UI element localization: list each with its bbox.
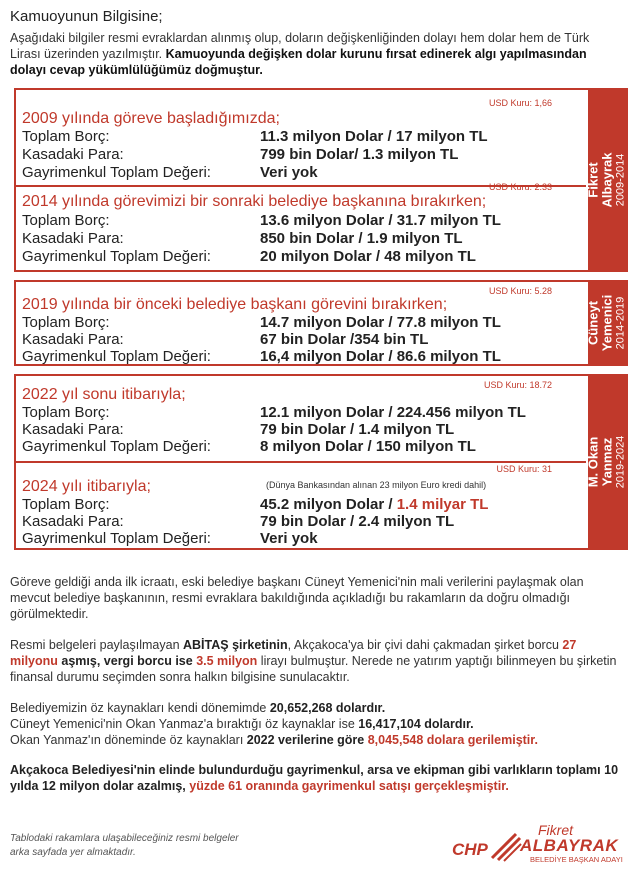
p3-line-1	[10, 700, 620, 716]
realestate-row	[22, 438, 476, 455]
realestate-value: 8 milyon Dolar / 150 milyon TL	[260, 438, 476, 455]
usd-rate: USD Kuru: 5.28	[488, 286, 552, 296]
debt-row	[22, 496, 489, 513]
cash-value: 79 bin Dolar / 1.4 milyon TL	[260, 421, 455, 438]
section-heading: 2024 yılı itibarıyla;	[22, 478, 151, 495]
debt-value: 12.1 milyon Dolar / 224.456 milyon TL	[260, 404, 526, 421]
p3-l3-value: 8,045,548 dolara gerilemiştir.	[367, 733, 538, 747]
section-2024	[22, 462, 552, 550]
cash-label: Kasadaki Para:	[22, 146, 124, 163]
debt-label: Toplam Borç:	[22, 496, 110, 513]
debt-label: Toplam Borç:	[22, 404, 110, 421]
debt-value-tl: 1.4 milyar TL	[396, 496, 489, 513]
mayor-last-name: Yanmaz	[599, 437, 615, 487]
p2-company: ABİTAŞ şirketinin	[183, 638, 288, 652]
debt-label: Toplam Borç:	[22, 212, 110, 229]
cash-label: Kasadaki Para:	[22, 331, 124, 348]
cash-row	[22, 230, 463, 247]
debt-value: 11.3 milyon Dolar / 17 milyon TL	[260, 128, 488, 145]
cash-row	[22, 421, 455, 438]
p2-c: , Akçakoca'ya bir çivi dahi çakmadan şirket borcu	[287, 638, 563, 652]
intro-plain: Aşağıdaki bilgiler resmi evraklardan alınmış olup, doların değişkenliğinden dolayı hem dolar hem de Türk Lirası üzerinden yazılmıştır.	[10, 31, 590, 61]
debt-label: Toplam Borç:	[22, 128, 110, 145]
logo-surname: ALBAYRAK	[520, 836, 619, 855]
cash-row	[22, 146, 459, 163]
realestate-label: Gayrimenkul Toplam Değeri:	[22, 248, 211, 265]
p3-l3-text: Okan Yanmaz'ın döneminde öz kaynakları	[10, 733, 247, 747]
page-title: Kamuoyunun Bilgisine;	[10, 8, 163, 25]
usd-rate: USD Kuru: 1,66	[488, 98, 552, 108]
debt-row	[22, 212, 501, 229]
realestate-value: Veri yok	[260, 530, 318, 547]
cash-row	[22, 331, 429, 348]
party-logo: CHP	[452, 840, 488, 859]
debt-value	[260, 496, 488, 513]
p3-l2-value: 16,417,104 dolardır.	[358, 717, 474, 731]
cash-row	[22, 513, 455, 530]
debt-label: Toplam Borç:	[22, 314, 110, 331]
realestate-label: Gayrimenkul Toplam Değeri:	[22, 348, 211, 365]
p2-e: aşmış, vergi borcu ise	[57, 654, 197, 668]
realestate-value: 20 milyon Dolar / 48 milyon TL	[260, 248, 476, 265]
p2-g: lirayı bulmuştur. Nerede ne yatırım yaptığı bilinmeyen bu şirketin finansal durumu seçimden sonra halkın bilgisine sunulacaktır.	[10, 654, 617, 684]
cash-value: 79 bin Dolar / 2.4 milyon TL	[260, 513, 455, 530]
section-heading: 2009 yılında göreve başladığımızda;	[22, 110, 280, 127]
cash-label: Kasadaki Para:	[22, 513, 124, 530]
realestate-label: Gayrimenkul Toplam Değeri:	[22, 164, 211, 181]
realestate-value: Veri yok	[260, 164, 318, 181]
usd-rate: USD Kuru: 18.72	[483, 380, 552, 390]
cash-label: Kasadaki Para:	[22, 230, 124, 247]
paragraph-1: Göreve geldiği anda ilk icraatı, eski belediye başkanı Cüneyt Yemenici'nin mali verilerini paylaşmak olan mevcut belediye başkanının, resmi evraklara bakıldığında açıkladığı bu rakamların da doğru olmadığı görülmektedir.	[10, 575, 584, 621]
realestate-row	[22, 530, 318, 547]
realestate-label: Gayrimenkul Toplam Değeri:	[22, 530, 211, 547]
mayor-first-name: M. Okan	[585, 436, 601, 488]
intro-text	[10, 30, 610, 78]
usd-rate: USD Kuru: 2.33	[488, 182, 552, 192]
debt-row	[22, 128, 488, 145]
credit-note: (Dünya Bankasından alınan 23 milyon Euro kredi dahil)	[266, 480, 487, 490]
p3-l2-text: Cüneyt Yemenici'nin Okan Yanmaz'a bıraktığı öz kaynaklar ise	[10, 717, 359, 731]
term-block-albayrak	[14, 88, 628, 272]
intro-bold: Kamuoyunda değişken dolar kurunu fırsat edinerek algı yapılmasından dolayı cevap yükümlülüğümüz doğmuştur.	[10, 47, 587, 77]
p3-l3-basis: 2022 verilerine göre	[246, 733, 368, 747]
mayor-sidebar	[585, 90, 627, 270]
p3-l1-text: Belediyemizin öz kaynakları kendi dönemimde	[10, 701, 270, 715]
debt-value: 13.6 milyon Dolar / 31.7 milyon TL	[260, 212, 501, 229]
term-years: 2019-2024	[614, 435, 627, 489]
section-2022	[22, 376, 552, 460]
section-2009	[22, 90, 552, 180]
footer-line-1: Tablodaki rakamlara ulaşabileceğiniz resmi belgeler	[10, 833, 239, 844]
term-years: 2009-2014	[614, 153, 627, 207]
p2-a: Resmi belgeleri paylaşılmayan	[10, 638, 183, 652]
debt-row	[22, 404, 526, 421]
section-heading: 2022 yıl sonu itibarıyla;	[22, 386, 186, 403]
logo-subtitle: BELEDİYE BAŞKAN ADAYI	[530, 855, 623, 864]
realestate-value: 16,4 milyon Dolar / 86.6 milyon TL	[260, 348, 501, 365]
section-2019	[22, 282, 552, 366]
realestate-row	[22, 164, 318, 181]
cash-value: 799 bin Dolar/ 1.3 milyon TL	[260, 146, 459, 163]
usd-rate: USD Kuru: 31	[496, 464, 552, 474]
debt-row	[22, 314, 501, 331]
party-stripes-icon	[490, 830, 522, 862]
paragraph-4	[10, 762, 620, 794]
mayor-last-name: Yemenici	[599, 294, 615, 352]
mayor-first-name: Cüneyt	[585, 300, 601, 346]
p3-line-2	[10, 716, 620, 732]
p4-b: yüzde 61 oranında gayrimenkul satışı gerçekleşmiştir.	[189, 779, 509, 793]
cash-value: 850 bin Dolar / 1.9 milyon TL	[260, 230, 463, 247]
mayor-sidebar	[585, 282, 627, 364]
debt-value-usd: 45.2 milyon Dolar /	[260, 496, 393, 513]
realestate-label: Gayrimenkul Toplam Değeri:	[22, 438, 211, 455]
p2-debt: 27 milyonu	[10, 638, 577, 668]
term-block-yemenici	[14, 280, 628, 366]
mayor-last-name: Albayrak	[599, 152, 615, 208]
paragraph-3	[10, 700, 620, 748]
candidate-logo	[452, 822, 634, 866]
cash-label: Kasadaki Para:	[22, 421, 124, 438]
mayor-first-name: Fikret	[585, 162, 601, 198]
p2-tax: 3.5 milyon	[196, 654, 258, 668]
cash-value: 67 bin Dolar /354 bin TL	[260, 331, 429, 348]
debt-value: 14.7 milyon Dolar / 77.8 milyon TL	[260, 314, 501, 331]
term-block-yanmaz	[14, 374, 628, 550]
p3-l1-value: 20,652,268 dolardır.	[269, 701, 386, 715]
mayor-sidebar	[585, 376, 627, 548]
p4-a: Akçakoca Belediyesi'nin elinde bulundurduğu gayrimenkul, arsa ve ekipman gibi varlıkların toplamı 10 yılda 12 milyon dolar azalmış,	[10, 763, 619, 793]
section-2014	[22, 182, 552, 272]
term-years: 2014-2019	[614, 296, 627, 350]
logo-first-name: Fikret	[538, 822, 573, 838]
paragraph-2	[10, 637, 620, 685]
realestate-row	[22, 248, 476, 265]
footer-line-2: arka sayfada yer almaktadır.	[10, 847, 136, 858]
footer-note	[10, 832, 239, 860]
p3-line-3	[10, 732, 620, 748]
section-heading: 2014 yılında görevimizi bir sonraki belediye başkanına bırakırken;	[22, 193, 487, 210]
section-heading: 2019 yılında bir önceki belediye başkanı görevini bırakırken;	[22, 296, 448, 313]
realestate-row	[22, 348, 501, 365]
